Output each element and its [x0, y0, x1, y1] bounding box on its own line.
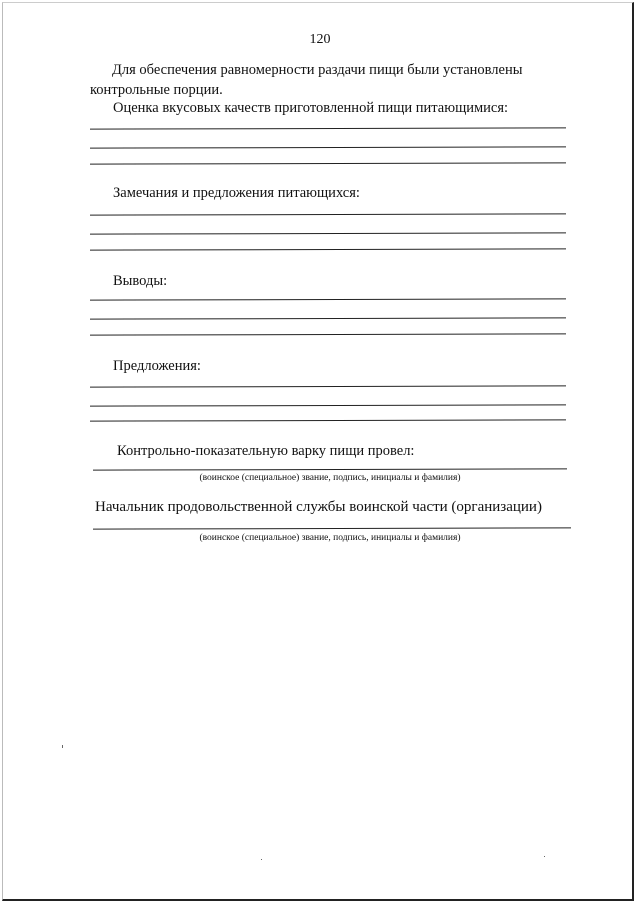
intro-line-1: Для обеспечения равномерности раздачи пищи были установлены	[112, 62, 523, 78]
chief-signature-caption: (воинское (специальное) звание, подпись, инициалы и фамилия)	[199, 533, 461, 543]
page-number: 120	[309, 32, 331, 47]
scan-speck	[261, 859, 262, 860]
section-conclusions-label: Выводы:	[113, 273, 168, 289]
cook-signature-label: Контрольно-показательную варку пищи провел:	[117, 443, 415, 459]
chief-signature-label: Начальник продовольственной службы воинской части (организации)	[95, 499, 542, 515]
intro-paragraph	[90, 60, 568, 100]
intro-line-2: контрольные порции.	[90, 82, 223, 98]
scan-speck	[62, 745, 63, 748]
cook-signature-caption: (воинское (специальное) звание, подпись, инициалы и фамилия)	[199, 473, 461, 483]
scan-speck	[544, 856, 545, 857]
section-proposals-label: Предложения:	[113, 358, 201, 374]
section-remarks-label: Замечания и предложения питающихся:	[113, 185, 360, 201]
section-taste-label: Оценка вкусовых качеств приготовленной пищи питающимися:	[113, 100, 509, 116]
